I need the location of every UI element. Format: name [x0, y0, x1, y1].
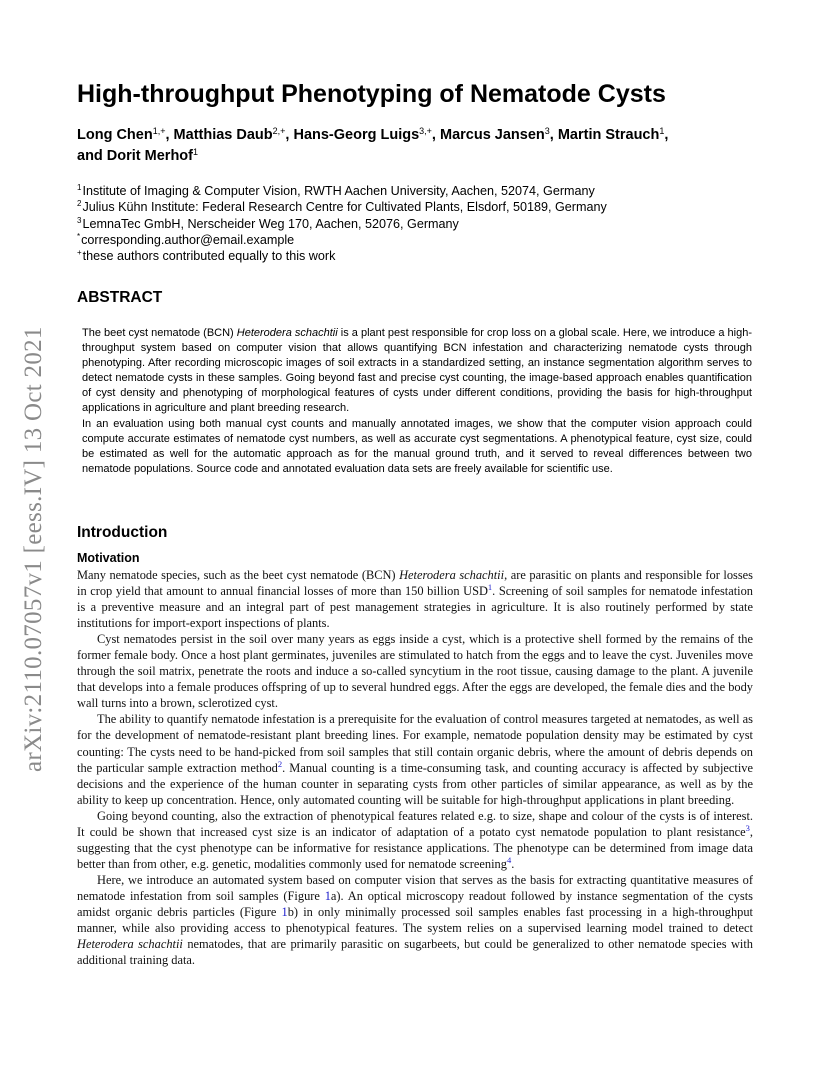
figure-panel-letter: b	[287, 904, 294, 919]
author-name: Martin Strauch	[557, 127, 660, 143]
author-affiliation-mark: 3	[544, 126, 550, 136]
body-text: The ability to quantify nematode infestation is a prerequisite for the evaluation of control measures targeted at nematodes, as well as for the development of nematode-resistant plant breeding lines. For example, nematode population density may be estimated by cyst counting: The cysts need to be hand-picked from soil samples that still contain organic debris, where the amount of debris depends on the particular sample extraction method	[77, 712, 753, 775]
author-affiliation-mark: 1,+	[152, 126, 166, 136]
author-separator: ,	[285, 127, 294, 143]
affiliation-text: Institute of Imaging & Computer Vision, RWTH Aachen University, Aachen, 52074, Germany	[82, 184, 595, 198]
author-separator: ,	[664, 127, 669, 143]
figure-reference-link[interactable]: 1	[281, 904, 288, 919]
body-text: Going beyond counting, also the extraction of phenotypical features related e.g. to size, shape and colour of the cysts is of interest. It could be shown that increased cyst size is an indicator of adaptation of a potato cyst nematode population to plant resistance	[77, 808, 753, 839]
affiliation-text: Julius Kühn Institute: Federal Research Centre for Cultivated Plants, Elsdorf, 50189, Germany	[82, 200, 607, 215]
body-paragraph	[77, 872, 753, 968]
affiliation-item	[77, 216, 607, 232]
author-affiliation-mark: 2,+	[272, 126, 286, 136]
body-paragraph: Cyst nematodes persist in the soil over many years as eggs inside a cyst, which is a protective shell formed by the remains of the former female body. Once a host plant germinates, juveniles are stimulated to hatch from the eggs and to leave the cyst. Juveniles move through the soil matrix, penetrate the roots and induce a so-called syncytium in the root tissue, causing damage to the plant. A juvenile that develops into a female produces offspring of up to several hundred eggs. After the eggs are developed, the female dies and the body wall turns into a brown, sclerotized cyst.	[77, 632, 753, 711]
body-paragraph	[77, 567, 753, 631]
abstract-paragraph: In an evaluation using both manual cyst counts and manually annotated images, we show that the computer vision approach could compute accurate estimates of nematode cyst numbers, as well as accurate cyst segmentations. A phenotypical feature, cyst size, could be estimated as well for the automatic approach as for the manual ground truth, and it served to reveal differences between two nematode populations. Source code and annotated evaluation data sets are freely available for scientific use.	[82, 417, 752, 475]
author-separator: ,	[165, 127, 174, 143]
author-separator: ,	[549, 127, 558, 143]
body-text: , suggesting that the cyst phenotype can be informative for resistance applications. The phenotype can be determined from image data better than from other, e.g. genetic, modalities commonly used for nematode screening	[77, 824, 753, 871]
abstract-text: The beet cyst nematode (BCN)	[82, 327, 237, 339]
author-list	[77, 125, 767, 167]
body-text: nematodes, that are primarily parasitic on sugarbeets, but could be generalized to other nematode species with additional training data.	[77, 937, 754, 968]
body-paragraph	[77, 711, 753, 807]
page-title: High-throughput Phenotyping of Nematode Cysts	[77, 80, 666, 108]
affiliation-mark: *	[77, 231, 81, 241]
introduction-body	[77, 567, 753, 968]
equal-contribution-note	[77, 248, 607, 264]
affiliation-item	[77, 199, 607, 215]
author-name: Matthias Daub	[173, 127, 273, 143]
author-affiliation-mark: 3,+	[419, 126, 432, 136]
author-separator: ,	[431, 127, 440, 143]
citation-link[interactable]: 1	[487, 582, 493, 593]
affiliation-list	[77, 183, 607, 264]
affiliation-mark: +	[77, 248, 82, 258]
abstract-paragraph	[82, 326, 752, 417]
author-affiliation-mark: 1	[659, 126, 665, 136]
motivation-subheading: Motivation	[77, 551, 140, 565]
species-name: Heterodera schachtii	[77, 937, 183, 952]
body-text: .	[511, 856, 515, 871]
citation-link[interactable]: 3	[745, 822, 750, 833]
body-text: . Screening of soil samples for nematode infestation is a preventive measure and an integral part of pest management strategies in agriculture. It is also routinely performed by state institutions for import-export inspections of plants.	[77, 584, 753, 631]
affiliation-mark: 1	[77, 183, 82, 192]
author-affiliation-mark: 1	[193, 147, 199, 157]
body-text: , are parasitic on plants and responsible for losses in crop yield that amount to annual financial losses of more than 150 billion USD	[77, 568, 754, 599]
author-name: Hans-Georg Luigs	[293, 127, 420, 143]
figure-panel-letter: a	[330, 888, 337, 903]
body-text: ). An optical microscopy readout followed by instance segmentation of the cysts amidst organic debris particles (Figure	[77, 888, 753, 919]
introduction-heading: Introduction	[77, 524, 168, 541]
citation-link[interactable]: 4	[506, 854, 512, 865]
abstract-text: is a plant pest responsible for crop loss on a global scale. Here, we introduce a high-throughput system based on computer vision that allows quantifying BCN infestation and characterizing nematode cysts through phenotyping. After recording microscopic images of soil extracts in a standardized setting, an instance segmentation algorithm serves to detect nematode cysts in these samples. Going beyond fast and precise cyst counting, the image-based approach enables quantification of cyst density and phenotyping of morphological features of cysts under different conditions, providing the basis for high-throughput applications in agriculture and plant breeding research.	[82, 327, 752, 415]
citation-link[interactable]: 2	[277, 758, 283, 769]
species-name: Heterodera schachtii	[399, 568, 505, 582]
affiliation-mark: 2	[77, 199, 82, 209]
author-name: and Dorit Merhof	[77, 148, 193, 164]
corresponding-author-email[interactable]	[77, 232, 607, 248]
affiliation-text: LemnaTec GmbH, Nerscheider Weg 170, Aachen, 52076, Germany	[82, 216, 459, 231]
body-text: . Manual counting is a time-consuming task, and counting accuracy is affected by subjective decisions and the experience of the human counter in separating cysts from other particles of similar appearance, as well as by the ability to keep up concentration. Hence, only automated counting will be suitable for high-throughput applications in plant breeding.	[77, 760, 753, 807]
abstract-heading: ABSTRACT	[77, 289, 163, 306]
body-text: Many nematode species, such as the beet cyst nematode (BCN)	[77, 568, 400, 582]
arxiv-stamp: arXiv:2110.07057v1 [eess.IV] 13 Oct 2021	[20, 326, 47, 772]
author-name: Long Chen	[77, 127, 153, 143]
body-paragraph	[77, 808, 753, 872]
species-name: Heterodera schachtii	[236, 327, 338, 339]
affiliation-text: these authors contributed equally to this work	[82, 249, 336, 264]
affiliation-text[interactable]: corresponding.author@email.example	[81, 232, 295, 247]
body-text: ) in only minimally processed soil samples enables fast processing in a high-throughput manner, while also providing access to phenotypical features. The system relies on a supervised learning model trained to detect	[77, 904, 753, 936]
abstract-body	[82, 326, 752, 477]
figure-reference-link[interactable]: 1	[324, 888, 331, 903]
body-text: Here, we introduce an automated system based on computer vision that serves as the basis for extracting quantitative measures of nematode infestation from soil samples (Figure	[77, 872, 753, 903]
affiliation-item	[77, 183, 607, 199]
affiliation-mark: 3	[77, 215, 82, 225]
author-name: Marcus Jansen	[439, 127, 545, 143]
